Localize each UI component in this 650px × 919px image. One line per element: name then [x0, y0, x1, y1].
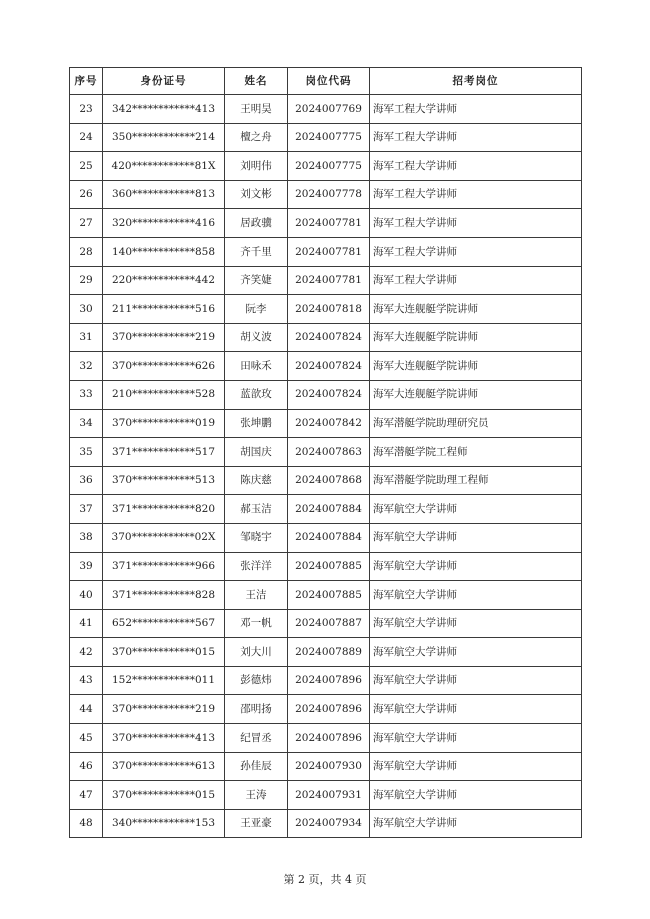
header-name: 姓名 — [225, 68, 288, 95]
cell-post-code: 2024007868 — [288, 466, 370, 495]
cell-post: 海军工程大学讲师 — [370, 123, 582, 152]
cell-post: 海军工程大学讲师 — [370, 209, 582, 238]
cell-post-code: 2024007930 — [288, 752, 370, 781]
cell-name: 邵明扬 — [225, 695, 288, 724]
table-header-row — [70, 68, 582, 95]
table-row — [70, 695, 582, 724]
cell-seq: 30 — [70, 295, 103, 324]
cell-name: 彭德炜 — [225, 666, 288, 695]
cell-id-number: 350************214 — [103, 123, 225, 152]
cell-post-code: 2024007896 — [288, 724, 370, 753]
cell-post: 海军工程大学讲师 — [370, 152, 582, 181]
cell-id-number: 370************015 — [103, 638, 225, 667]
cell-seq: 26 — [70, 180, 103, 209]
cell-post: 海军航空大学讲师 — [370, 609, 582, 638]
cell-id-number: 211************516 — [103, 295, 225, 324]
cell-id-number: 371************966 — [103, 552, 225, 581]
cell-id-number: 652************567 — [103, 609, 225, 638]
table-row — [70, 523, 582, 552]
cell-post-code: 2024007885 — [288, 581, 370, 610]
cell-id-number: 210************528 — [103, 380, 225, 409]
table-row — [70, 180, 582, 209]
cell-seq: 27 — [70, 209, 103, 238]
cell-id-number: 340************153 — [103, 809, 225, 838]
table-row — [70, 380, 582, 409]
cell-id-number: 152************011 — [103, 666, 225, 695]
table-row — [70, 209, 582, 238]
cell-post: 海军航空大学讲师 — [370, 781, 582, 810]
cell-name: 陈庆慈 — [225, 466, 288, 495]
table-row — [70, 809, 582, 838]
cell-post-code: 2024007824 — [288, 323, 370, 352]
table-row — [70, 438, 582, 467]
cell-seq: 46 — [70, 752, 103, 781]
cell-seq: 34 — [70, 409, 103, 438]
cell-post-code: 2024007896 — [288, 666, 370, 695]
cell-post: 海军大连舰艇学院讲师 — [370, 295, 582, 324]
cell-seq: 40 — [70, 581, 103, 610]
table-row — [70, 123, 582, 152]
cell-post-code: 2024007885 — [288, 552, 370, 581]
cell-seq: 47 — [70, 781, 103, 810]
table-row — [70, 323, 582, 352]
cell-name: 蓝歆玫 — [225, 380, 288, 409]
cell-id-number: 420************81X — [103, 152, 225, 181]
cell-post: 海军大连舰艇学院讲师 — [370, 380, 582, 409]
cell-post-code: 2024007781 — [288, 209, 370, 238]
cell-post-code: 2024007887 — [288, 609, 370, 638]
table-row — [70, 781, 582, 810]
cell-post-code: 2024007889 — [288, 638, 370, 667]
cell-name: 刘大川 — [225, 638, 288, 667]
cell-seq: 42 — [70, 638, 103, 667]
cell-seq: 45 — [70, 724, 103, 753]
cell-seq: 31 — [70, 323, 103, 352]
cell-name: 胡国庆 — [225, 438, 288, 467]
cell-name: 张坤鹏 — [225, 409, 288, 438]
cell-post-code: 2024007896 — [288, 695, 370, 724]
cell-post-code: 2024007769 — [288, 95, 370, 124]
cell-name: 邹晓宇 — [225, 523, 288, 552]
cell-post: 海军航空大学讲师 — [370, 495, 582, 524]
cell-id-number: 370************019 — [103, 409, 225, 438]
cell-id-number: 360************813 — [103, 180, 225, 209]
cell-name: 孙佳辰 — [225, 752, 288, 781]
cell-post-code: 2024007824 — [288, 352, 370, 381]
table-row — [70, 237, 582, 266]
cell-seq: 35 — [70, 438, 103, 467]
cell-id-number: 370************413 — [103, 724, 225, 753]
cell-post-code: 2024007842 — [288, 409, 370, 438]
table-row — [70, 638, 582, 667]
cell-id-number: 370************219 — [103, 323, 225, 352]
cell-seq: 36 — [70, 466, 103, 495]
table-row — [70, 95, 582, 124]
cell-name: 张洋洋 — [225, 552, 288, 581]
cell-id-number: 370************02X — [103, 523, 225, 552]
cell-post-code: 2024007781 — [288, 237, 370, 266]
cell-post: 海军大连舰艇学院讲师 — [370, 323, 582, 352]
cell-post: 海军潜艇学院助理研究员 — [370, 409, 582, 438]
cell-post: 海军航空大学讲师 — [370, 724, 582, 753]
cell-seq: 39 — [70, 552, 103, 581]
cell-post-code: 2024007863 — [288, 438, 370, 467]
table-row — [70, 495, 582, 524]
cell-post: 海军航空大学讲师 — [370, 666, 582, 695]
cell-post: 海军航空大学讲师 — [370, 695, 582, 724]
cell-post: 海军工程大学讲师 — [370, 266, 582, 295]
cell-post: 海军工程大学讲师 — [370, 95, 582, 124]
cell-post-code: 2024007931 — [288, 781, 370, 810]
cell-seq: 33 — [70, 380, 103, 409]
header-seq: 序号 — [70, 68, 103, 95]
table-row — [70, 466, 582, 495]
cell-name: 阮李 — [225, 295, 288, 324]
cell-name: 王明昊 — [225, 95, 288, 124]
candidate-table — [69, 67, 582, 838]
cell-name: 胡义波 — [225, 323, 288, 352]
table-body — [70, 95, 582, 838]
cell-post-code: 2024007934 — [288, 809, 370, 838]
cell-seq: 25 — [70, 152, 103, 181]
cell-post: 海军潜艇学院工程师 — [370, 438, 582, 467]
cell-name: 邓一帆 — [225, 609, 288, 638]
table-row — [70, 409, 582, 438]
cell-id-number: 370************219 — [103, 695, 225, 724]
cell-name: 檀之舟 — [225, 123, 288, 152]
cell-id-number: 370************015 — [103, 781, 225, 810]
table-row — [70, 581, 582, 610]
table-row — [70, 295, 582, 324]
cell-post: 海军航空大学讲师 — [370, 552, 582, 581]
cell-seq: 48 — [70, 809, 103, 838]
cell-name: 田咏禾 — [225, 352, 288, 381]
cell-name: 齐笑婕 — [225, 266, 288, 295]
cell-id-number: 370************513 — [103, 466, 225, 495]
cell-seq: 32 — [70, 352, 103, 381]
table-row — [70, 152, 582, 181]
cell-post-code: 2024007781 — [288, 266, 370, 295]
cell-name: 齐千里 — [225, 237, 288, 266]
cell-seq: 37 — [70, 495, 103, 524]
cell-seq: 41 — [70, 609, 103, 638]
cell-name: 居政骥 — [225, 209, 288, 238]
cell-post: 海军工程大学讲师 — [370, 237, 582, 266]
cell-post: 海军航空大学讲师 — [370, 581, 582, 610]
cell-seq: 29 — [70, 266, 103, 295]
cell-id-number: 370************613 — [103, 752, 225, 781]
cell-post-code: 2024007775 — [288, 123, 370, 152]
table-row — [70, 352, 582, 381]
cell-seq: 23 — [70, 95, 103, 124]
cell-name: 王涛 — [225, 781, 288, 810]
cell-id-number: 220************442 — [103, 266, 225, 295]
cell-post-code: 2024007818 — [288, 295, 370, 324]
cell-post: 海军工程大学讲师 — [370, 180, 582, 209]
cell-id-number: 370************626 — [103, 352, 225, 381]
cell-post-code: 2024007824 — [288, 380, 370, 409]
header-post: 招考岗位 — [370, 68, 582, 95]
table-row — [70, 666, 582, 695]
cell-name: 王洁 — [225, 581, 288, 610]
cell-name: 纪冒丞 — [225, 724, 288, 753]
cell-post: 海军大连舰艇学院讲师 — [370, 352, 582, 381]
cell-name: 王亚豪 — [225, 809, 288, 838]
cell-seq: 24 — [70, 123, 103, 152]
header-post-code: 岗位代码 — [288, 68, 370, 95]
cell-id-number: 342************413 — [103, 95, 225, 124]
cell-post: 海军航空大学讲师 — [370, 523, 582, 552]
cell-post: 海军航空大学讲师 — [370, 638, 582, 667]
cell-seq: 44 — [70, 695, 103, 724]
cell-id-number: 371************828 — [103, 581, 225, 610]
cell-seq: 38 — [70, 523, 103, 552]
cell-seq: 28 — [70, 237, 103, 266]
header-id-number: 身份证号 — [103, 68, 225, 95]
table-row — [70, 609, 582, 638]
cell-id-number: 371************517 — [103, 438, 225, 467]
cell-post-code: 2024007778 — [288, 180, 370, 209]
table-row — [70, 552, 582, 581]
page-number: 第 2 页，共 4 页 — [283, 873, 367, 886]
cell-name: 刘文彬 — [225, 180, 288, 209]
cell-seq: 43 — [70, 666, 103, 695]
table-row — [70, 724, 582, 753]
cell-post-code: 2024007884 — [288, 495, 370, 524]
cell-id-number: 371************820 — [103, 495, 225, 524]
cell-id-number: 140************858 — [103, 237, 225, 266]
table-row — [70, 752, 582, 781]
cell-post-code: 2024007884 — [288, 523, 370, 552]
cell-name: 刘明伟 — [225, 152, 288, 181]
cell-post-code: 2024007775 — [288, 152, 370, 181]
cell-post: 海军潜艇学院助理工程师 — [370, 466, 582, 495]
cell-id-number: 320************416 — [103, 209, 225, 238]
cell-post: 海军航空大学讲师 — [370, 809, 582, 838]
cell-post: 海军航空大学讲师 — [370, 752, 582, 781]
cell-name: 郝玉洁 — [225, 495, 288, 524]
table-row — [70, 266, 582, 295]
